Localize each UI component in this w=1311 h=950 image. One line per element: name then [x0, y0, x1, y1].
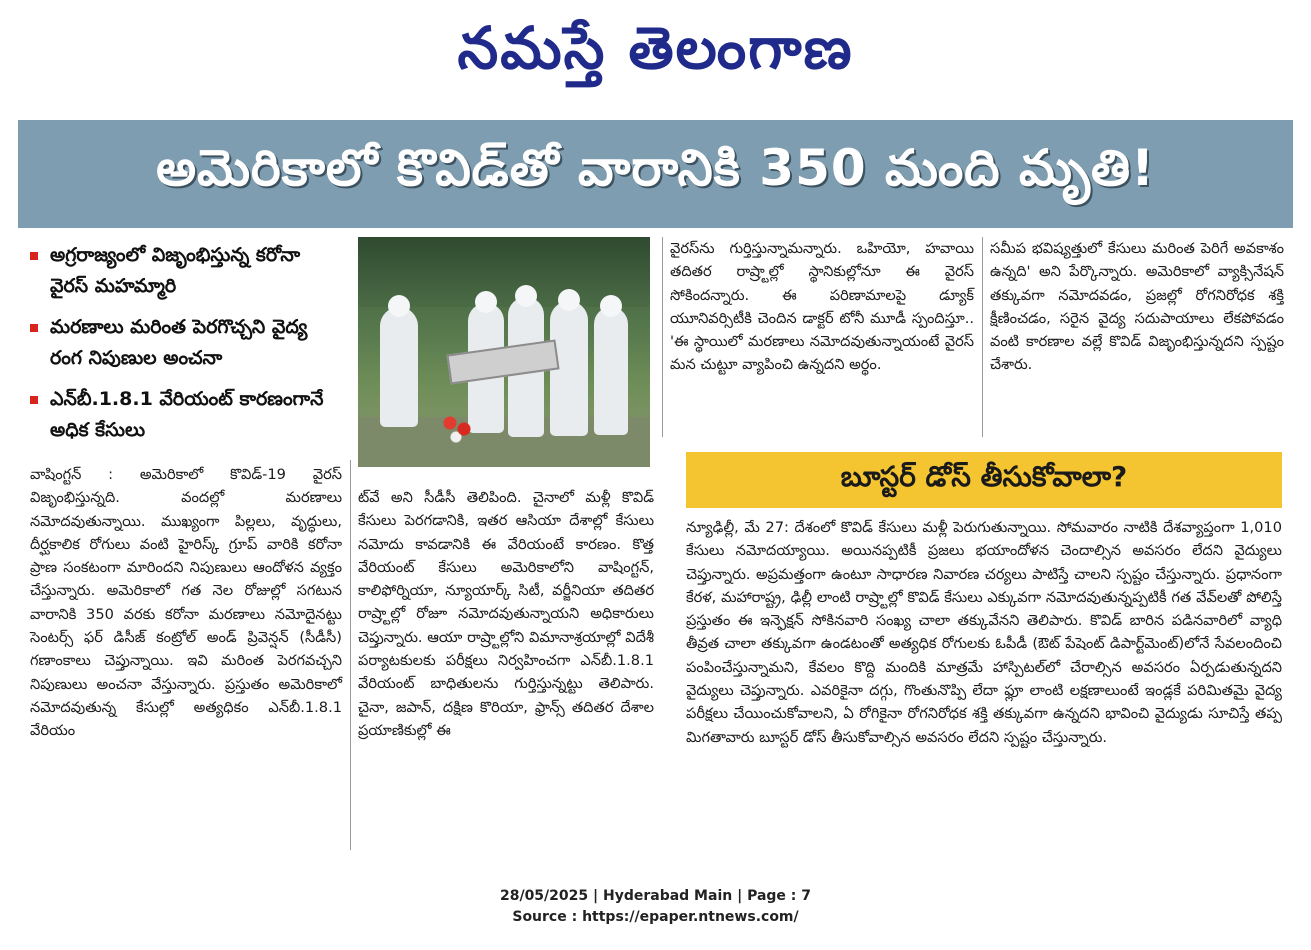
column-divider — [662, 237, 663, 437]
article-column-1: వాషింగ్టన్ : అమెరికాలో కొవిడ్-19 వైరస్ విజృంభిస్తున్నది. వందల్లో మరణాలు నమోదవుతున్నాయి. ముఖ్యంగా పిల్లలు, వృద్ధులు, దీర్ఘకాలిక రోగులు వంటి హైరిస్క్ గ్రూప్ వారికి కరోనా ప్రాణ సంకటంగా మారిందని నిపుణులు ఆందోళన వ్యక్తం చేస్తున్నారు. అమెరికాలో గత నెల రోజుల్లో సగటున వారానికి 350 వరకు కరోనా మరణాలు నమోదైనట్టు సెంటర్స్ ఫర్ డిసీజ్ కంట్రోల్ అండ్ ప్రివెన్షన్ (సీడీసీ) గణాంకాలు చెప్తున్నాయి. ఇవి మరింత పెరగవచ్చని నిపుణులు అంచనా వేస్తున్నారు. ప్రస్తుతం అమెరికాలో నమోదవుతున్న కేసుల్లో అత్యధికం ఎన్‌బీ.1.8.1 వేరియం — [30, 466, 342, 740]
bullet-icon — [30, 252, 38, 260]
news-photo — [358, 237, 650, 467]
highlight-item — [30, 240, 340, 302]
footer — [0, 886, 1311, 928]
subhead-banner — [686, 452, 1282, 508]
masthead: నమస్తే తెలంగాణ — [457, 14, 854, 82]
headline-banner — [18, 120, 1293, 228]
article-column-3: వైరస్‌ను గుర్తిస్తున్నామన్నారు. ఒహియో, హవాయి తదితర రాష్ర్టాల్లో స్థానికుల్లోనూ ఈ వైరస్ సోకిందన్నారు. ఈ పరిణామాలపై డ్యూక్ యూనివర్సిటీకి చెందిన డాక్టర్ టోనీ మూడీ స్పందిస్తూ.. 'ఈ స్థాయిలో మరణాలు నమోదవుతున్నాయంటే వైరస్ మన చుట్టూ వ్యాపించి ఉన్నదని అర్థం. — [670, 240, 974, 374]
headline: అమెరికాలో కొవిడ్‌తో వారానికి 350 మంది మృతి! — [156, 138, 1155, 197]
highlight-text: అగ్రరాజ్యంలో విజృంభిస్తున్న కరోనా వైరస్ మహమ్మారి — [50, 244, 301, 297]
highlights-list — [30, 240, 340, 456]
article-column-4: సమీప భవిష్యత్తులో కేసులు మరింత పెరిగే అవకాశం ఉన్నది' అని పేర్కొన్నారు. అమెరికాలో వ్యాక్సినేషన్ తక్కువగా నమోదవడం, ప్రజల్లో రోగనిరోధక శక్తి క్షీణించడం, సరైన వైద్య సదుపాయాలు లేకపోవడం వంటి కారణాల వల్లే కొవిడ్ విజృంభిస్తున్నదని స్పష్టం చేశారు. — [990, 240, 1284, 374]
bullet-icon — [30, 324, 38, 332]
footer-date-line: 28/05/2025 | Hyderabad Main | Page : 7 — [499, 888, 812, 904]
article-column-2: ట్‌వే అని సీడీసీ తెలిపింది. చైనాలో మళ్లీ కొవిడ్ కేసులు పెరగడానికి, ఇతర ఆసియా దేశాల్లో కేసులు నమోదు కావడానికి ఈ వేరియంటే కారణం. కొత్త వేరియంట్ కేసులు అమెరికాలోని వాషింగ్టన్, కాలిఫోర్నియా, న్యూయార్క్ సిటీ, వర్జీనియా తదితర రాష్ర్టాల్లో రోజూ నమోదవుతున్నాయని అధికారులు చెప్తున్నారు. ఆయా రాష్ర్టాల్లోని విమానాశ్రయాల్లో విదేశీ పర్యాటకులకు పరీక్షలు నిర్వహించగా ఎన్‌బీ.1.8.1 వేరియంట్ బాధితులను గుర్తిస్తున్నట్టు తెలిపారు. చైనా, జపాన్, దక్షిణ కొరియా, ఫ్రాన్స్ తదితర దేశాల ప్రయాణికుల్లో ఈ — [358, 489, 654, 739]
sub-article: న్యూఢిల్లీ, మే 27: దేశంలో కొవిడ్ కేసులు మళ్లీ పెరుగుతున్నాయి. సోమవారం నాటికి దేశవ్యాప్తంగా 1,010 కేసులు నమోదయ్యాయి. అయినప్పటికీ ప్రజలు భయాందోళన చెందాల్సిన అవసరం లేదని వైద్యులు చెప్తున్నారు. అప్రమత్తంగా ఉంటూ సాధారణ నివారణ చర్యలు పాటిస్తే చాలని స్పష్టం చేస్తున్నారు. ప్రధానంగా కేరళ, మహారాష్ట్ర, ఢిల్లీ లాంటి రాష్ర్టాల్లో కొవిడ్ కేసులు ఎక్కువగా నమోదవుతున్నప్పటికీ గత వేవ్‌లతో పోలిస్తే ప్రస్తుతం ఈ ఇన్ఫెక్షన్ సోకినవారి సంఖ్య చాలా తక్కువేనని తెలిపారు. కొవిడ్ బారిన పడినవారిలో వ్యాధి తీవ్రత చాలా తక్కువగా ఉండటంతో అత్యధిక రోగులకు ఓపీడీ (ఔట్ పేషెంట్ డిపార్ట్‌మెంట్)లోనే సేవలందించి పంపించేస్తున్నామని, కేవలం కొద్ది మందికి మాత్రమే హాస్పిటల్‌లో చేరాల్సిన అవసరం ఏర్పడుతున్నదని వైద్యులు చెప్తున్నారు. ఎవరికైనా దగ్గు, గొంతునొప్పి లేదా ఫ్లూ లాంటి లక్షణాలుంటే ఇండ్లకే పరిమితమై వైద్య పరీక్షలు చేయించుకోవాలని, ఏ రోగికైనా రోగనిరోధక శక్తి తక్కువగా ఉన్నదని భావించి వైద్యుడు సూచిస్తే తప్ప మిగతావారు బూస్టర్ డోస్ తీసుకోవాల్సిన అవసరం లేదని స్పష్టం చేస్తున్నారు. — [686, 519, 1282, 746]
column-divider — [982, 237, 983, 437]
footer-source-line: Source : https://epaper.ntnews.com/ — [512, 909, 799, 925]
highlight-item — [30, 384, 340, 446]
subhead: బూస్టర్ డోస్ తీసుకోవాలా? — [840, 460, 1128, 493]
highlight-text: మరణాలు మరింత పెరగొచ్చని వైద్య రంగ నిపుణుల అంచనా — [50, 316, 308, 369]
bullet-icon — [30, 396, 38, 404]
column-divider — [350, 460, 351, 850]
highlight-text: ఎన్‌బీ.1.8.1 వేరియంట్ కారణంగానే అధిక కేసులు — [50, 388, 324, 441]
highlight-item — [30, 312, 340, 374]
